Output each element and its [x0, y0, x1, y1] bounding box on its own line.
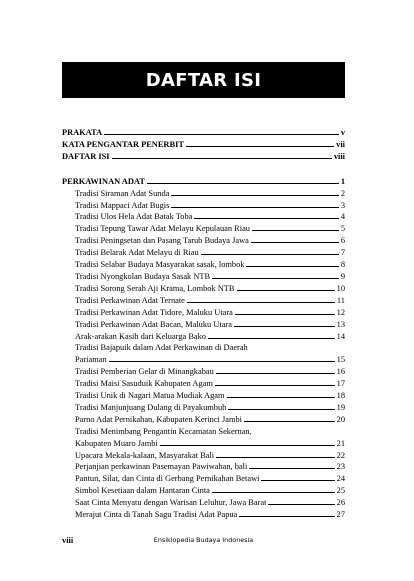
- dot-leader: [212, 278, 339, 279]
- toc-entry-title: Tradisi Peningsetan dan Pasang Tarub Budaya Jawa: [75, 236, 249, 246]
- toc-entry-title: Saat Cinta Menyatu dengan Warisan Leluhur, Jawa Barat: [75, 498, 267, 508]
- dot-leader: [227, 397, 335, 398]
- dot-leader: [171, 207, 338, 208]
- toc-entry-title: Tradisi Manjunjuang Dulang di Payakumbuh: [75, 402, 227, 412]
- toc-entry: [62, 307, 345, 319]
- toc-front-matter-entry: [62, 127, 345, 139]
- toc-entry-page: 21: [336, 438, 345, 448]
- page-heading-banner: [62, 62, 345, 98]
- toc-entry-title: Perjanjian perkawinan Pasemayan Pawiwahan, bali: [75, 462, 248, 472]
- dot-leader: [212, 492, 335, 493]
- toc-entry-title: Tradisi Perkawinan Adat Bacan, Maluku Utara: [75, 319, 232, 329]
- toc-entry-title: Tradisi Nyongkolan Budaya Sasak NTB: [75, 271, 211, 281]
- dot-leader: [244, 421, 335, 422]
- toc-entry-title: Pantun, Silat, dan Cinta di Gerbang Pernikahan Betawi: [75, 474, 260, 484]
- toc-chapter-entry: [62, 176, 345, 188]
- dot-leader: [251, 242, 339, 243]
- dot-leader: [239, 516, 334, 517]
- toc-entry: [62, 235, 345, 247]
- toc-entry-title: DAFTAR ISI: [62, 151, 110, 161]
- toc-entry: [62, 426, 345, 438]
- toc-entry-title: Upacara Mekala-kalaan, Masyarakat Bali: [75, 450, 215, 460]
- toc-entry: [62, 450, 345, 462]
- toc-entry-title: Tradisi Sorong Serah Aji Krama, Lombok NTB: [75, 283, 235, 293]
- toc-entry-title: Tradisi Belarak Adat Melayu di Riau: [75, 248, 199, 258]
- dot-leader: [216, 457, 335, 458]
- page-heading: DAFTAR ISI: [145, 69, 262, 91]
- toc-entry-continuation: [62, 354, 345, 366]
- toc-entry: [62, 402, 345, 414]
- dot-leader: [112, 158, 332, 159]
- toc-entry-title: Tradisi Selabar Budaya Masyarakat sasak, lombok: [75, 260, 245, 270]
- toc-entry: [62, 188, 345, 200]
- toc-entry-page: 16: [336, 367, 345, 377]
- toc-entry-title: Simbol Kesetiaan dalam Hantaran Cinta: [75, 486, 210, 496]
- toc-entry-page: 15: [336, 355, 345, 365]
- dot-leader: [235, 314, 335, 315]
- toc-entry-page: 12: [336, 307, 345, 317]
- dot-leader: [109, 361, 335, 362]
- toc-entry-title: Tradisi Pemberian Gelar di Minangkabau: [75, 367, 214, 377]
- toc-entry: [62, 271, 345, 283]
- page-number: viii: [62, 536, 74, 545]
- toc-entry-page: 20: [336, 414, 345, 424]
- dot-leader: [186, 146, 334, 147]
- toc-entry-page: 19: [336, 402, 345, 412]
- toc-entry-title: KATA PENGANTAR PENERBIT: [62, 139, 184, 149]
- toc-entry-page: 6: [340, 236, 345, 246]
- toc-entry-page: 5: [340, 224, 345, 234]
- toc-entry-title: Pariaman: [75, 355, 107, 365]
- toc-entry: [62, 473, 345, 485]
- toc-entry-page: 10: [336, 283, 345, 293]
- dot-leader: [237, 290, 335, 291]
- toc-entry: [62, 331, 345, 343]
- toc-entry-page: 9: [340, 271, 345, 281]
- toc-entry-page: 2: [340, 188, 345, 198]
- toc-entry-title: Merajut Cinta di Tanah Sagu Tradisi Adat Papua: [75, 510, 238, 520]
- toc-entry-page: 26: [336, 498, 345, 508]
- toc-entry-page: 14: [336, 331, 345, 341]
- toc-entry: [62, 366, 345, 378]
- toc-entry: [62, 223, 345, 235]
- toc-front-matter-entry: [62, 139, 345, 151]
- toc-entry-title: Tradisi Siraman Adat Sunda: [75, 188, 170, 198]
- toc-entry: [62, 461, 345, 473]
- toc-entry-page: 11: [336, 295, 345, 305]
- toc-entry-page: viii: [333, 151, 345, 161]
- dot-leader: [201, 254, 339, 255]
- toc-entry-title: Tradisi Perkawinan Adat Tidore, Maluku Utara: [75, 307, 233, 317]
- toc-entry-page: vii: [336, 139, 345, 149]
- toc-entry-page: 3: [340, 200, 345, 210]
- toc-entry: [62, 378, 345, 390]
- toc-entry-page: 18: [336, 391, 345, 401]
- dot-leader: [216, 373, 335, 374]
- toc-entry: [62, 497, 345, 509]
- toc-entry-page: 22: [336, 450, 345, 460]
- toc-entry-page: 17: [336, 379, 345, 389]
- toc-entry: [62, 247, 345, 259]
- toc-entry-title: Tradisi Perkawinan Adat Ternate: [75, 295, 185, 305]
- dot-leader: [147, 183, 339, 184]
- toc-entry-page: 24: [336, 474, 345, 484]
- dot-leader: [208, 338, 335, 339]
- toc-entry-title: Kabupaten Muaro Jambi: [75, 438, 158, 448]
- toc-entry-page: 8: [340, 260, 345, 270]
- toc-entry-title: Arak-arakan Kasih dari Keluarga Bako: [75, 331, 206, 341]
- dot-leader: [160, 445, 335, 446]
- toc-entry-page: 23: [336, 462, 345, 472]
- dot-leader: [187, 302, 335, 303]
- toc-entry-page: v: [340, 128, 345, 137]
- dot-leader: [249, 468, 334, 469]
- toc-entry: [62, 414, 345, 426]
- toc-entry: [62, 283, 345, 295]
- dot-leader: [246, 266, 338, 267]
- toc-entry: [62, 485, 345, 497]
- toc-entry-title: Tradisi Ulos Hela Adat Batak Toba: [75, 212, 193, 222]
- dot-leader: [261, 480, 334, 481]
- toc-entry-title: PRAKATA: [62, 128, 103, 137]
- toc-entry-page: 7: [340, 248, 345, 258]
- toc-entry-title: Tradisi Bajapuik dalam Adat Perkawinan di Daerah: [75, 343, 248, 353]
- dot-leader: [234, 326, 335, 327]
- toc-entry: [62, 509, 345, 521]
- toc-entry-page: 27: [336, 510, 345, 520]
- dot-leader: [194, 218, 338, 219]
- running-title: Ensiklopedia Budaya Indonesia: [153, 536, 254, 544]
- toc-entry-title: Tradisi Tepung Tawar Adat Melayu Kepulauan Riau: [75, 224, 250, 234]
- page-footer: [62, 536, 345, 545]
- toc-entry-title: Tradisi Maisi Sasuduik Kabupaten Agam: [75, 379, 213, 389]
- toc-entry-title: PERKAWINAN ADAT: [62, 176, 145, 186]
- toc-entry-title: Tradisi Unik di Nagari Matua Mudiak Agam: [75, 391, 225, 401]
- toc-front-matter-entry: [62, 151, 345, 163]
- dot-leader: [171, 195, 338, 196]
- toc-entry-continuation: [62, 438, 345, 450]
- toc-entry: [62, 319, 345, 331]
- toc-entry: [62, 295, 345, 307]
- toc-entry-page: 1: [340, 176, 345, 186]
- toc-entry: [62, 259, 345, 271]
- toc-entry-title: Tradisi Mappaci Adat Bugis: [75, 200, 170, 210]
- table-of-contents: [62, 127, 345, 521]
- toc-entry: [62, 342, 345, 354]
- dot-leader: [268, 504, 334, 505]
- dot-leader: [215, 385, 335, 386]
- toc-entry: [62, 200, 345, 212]
- toc-entry: [62, 390, 345, 402]
- toc-entry-page: 13: [336, 319, 345, 329]
- toc-entry-page: 4: [340, 212, 345, 222]
- toc-entry-title: Tradisi Menimbang Pengantin Kecamatan Sekernan,: [75, 426, 252, 436]
- dot-leader: [228, 409, 334, 410]
- toc-entry-page: 25: [336, 486, 345, 496]
- dot-leader: [252, 230, 339, 231]
- toc-entry-title: Parno Adat Pernikahan, Kabupaten Kerinci Jambi: [75, 414, 242, 424]
- dot-leader: [104, 134, 339, 135]
- toc-entry: [62, 211, 345, 223]
